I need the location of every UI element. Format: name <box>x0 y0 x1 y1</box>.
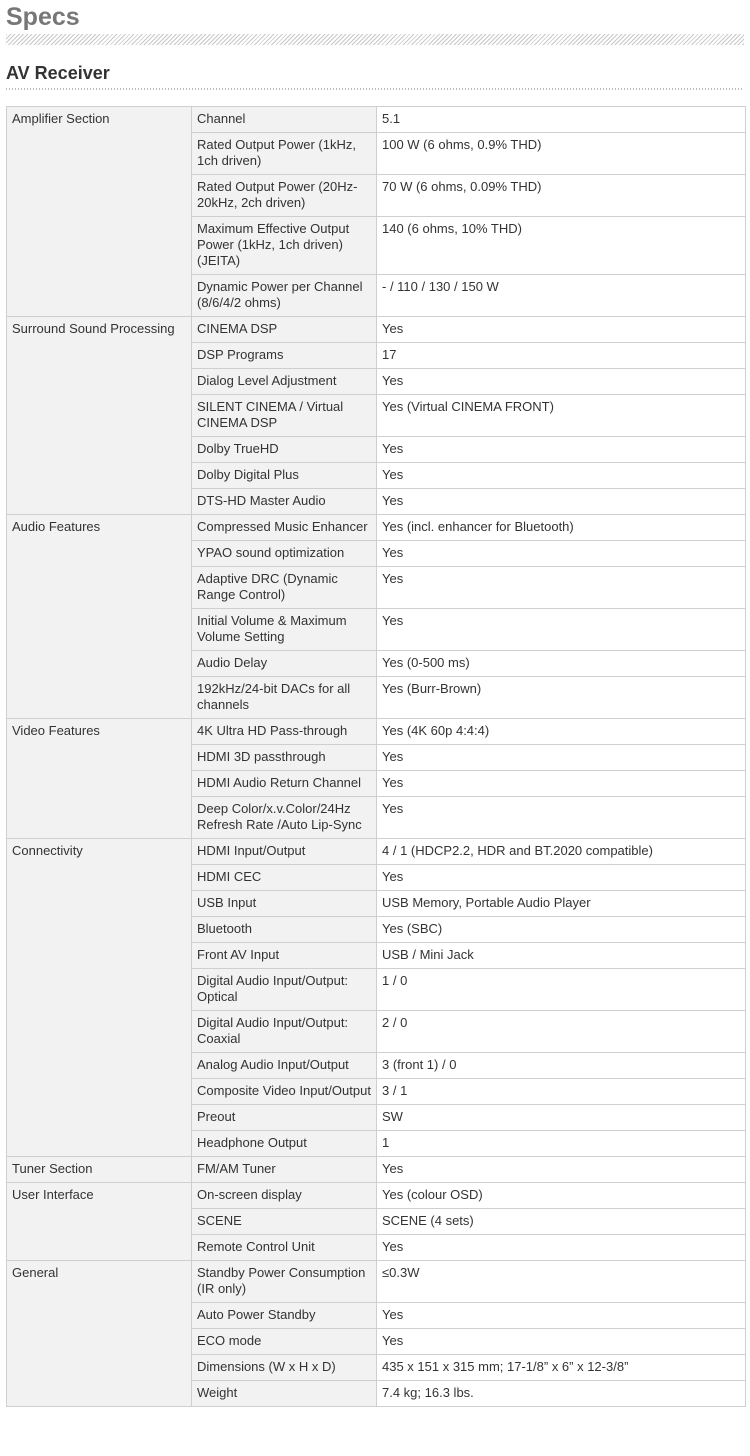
spec-value: Yes <box>377 437 746 463</box>
spec-label: Compressed Music Enhancer <box>192 515 377 541</box>
spec-label: Dolby Digital Plus <box>192 463 377 489</box>
spec-section-name: User Interface <box>7 1183 192 1261</box>
spec-label: FM/AM Tuner <box>192 1157 377 1183</box>
spec-label: HDMI CEC <box>192 865 377 891</box>
spec-label: Dolby TrueHD <box>192 437 377 463</box>
spec-value: Yes <box>377 541 746 567</box>
section-title: AV Receiver <box>6 63 110 83</box>
spec-label: Channel <box>192 107 377 133</box>
spec-row <box>7 317 746 343</box>
spec-label: Adaptive DRC (Dynamic Range Control) <box>192 567 377 609</box>
spec-value: 7.4 kg; 16.3 lbs. <box>377 1381 746 1407</box>
spec-label: HDMI 3D passthrough <box>192 745 377 771</box>
spec-label: Front AV Input <box>192 943 377 969</box>
spec-row <box>7 1261 746 1303</box>
spec-value: Yes (colour OSD) <box>377 1183 746 1209</box>
spec-value: - / 110 / 130 / 150 W <box>377 275 746 317</box>
spec-label: Deep Color/x.v.Color/24Hz Refresh Rate /Auto Lip-Sync <box>192 797 377 839</box>
spec-value: SCENE (4 sets) <box>377 1209 746 1235</box>
spec-value: Yes (incl. enhancer for Bluetooth) <box>377 515 746 541</box>
spec-value: Yes <box>377 463 746 489</box>
spec-value: 1 / 0 <box>377 969 746 1011</box>
spec-row <box>7 839 746 865</box>
spec-section-name: Connectivity <box>7 839 192 1157</box>
spec-value: USB Memory, Portable Audio Player <box>377 891 746 917</box>
spec-label: SILENT CINEMA / Virtual CINEMA DSP <box>192 395 377 437</box>
spec-value: Yes <box>377 745 746 771</box>
spec-value: Yes <box>377 567 746 609</box>
specs-table-body <box>7 107 746 1407</box>
spec-value: 3 / 1 <box>377 1079 746 1105</box>
spec-value: Yes <box>377 1235 746 1261</box>
spec-label: Initial Volume & Maximum Volume Setting <box>192 609 377 651</box>
page-title: Specs <box>6 3 80 31</box>
spec-label: Rated Output Power (20Hz-20kHz, 2ch driven) <box>192 175 377 217</box>
spec-value: 435 x 151 x 315 mm; 17-1/8” x 6” x 12-3/8” <box>377 1355 746 1381</box>
spec-row <box>7 719 746 745</box>
spec-value: 3 (front 1) / 0 <box>377 1053 746 1079</box>
spec-value: 4 / 1 (HDCP2.2, HDR and BT.2020 compatible) <box>377 839 746 865</box>
spec-label: DTS-HD Master Audio <box>192 489 377 515</box>
spec-label: Bluetooth <box>192 917 377 943</box>
spec-label: Dimensions (W x H x D) <box>192 1355 377 1381</box>
spec-value: 140 (6 ohms, 10% THD) <box>377 217 746 275</box>
spec-value: Yes <box>377 1329 746 1355</box>
spec-value: Yes <box>377 317 746 343</box>
spec-value: 100 W (6 ohms, 0.9% THD) <box>377 133 746 175</box>
spec-value: Yes <box>377 865 746 891</box>
spec-label: On-screen display <box>192 1183 377 1209</box>
spec-value: 5.1 <box>377 107 746 133</box>
title-divider <box>6 34 744 45</box>
spec-value: Yes (SBC) <box>377 917 746 943</box>
spec-label: Standby Power Consumption (IR only) <box>192 1261 377 1303</box>
spec-row <box>7 1157 746 1183</box>
spec-value: Yes (4K 60p 4:4:4) <box>377 719 746 745</box>
spec-section-name: General <box>7 1261 192 1407</box>
specs-table <box>6 106 746 1407</box>
spec-value: 70 W (6 ohms, 0.09% THD) <box>377 175 746 217</box>
spec-label: Composite Video Input/Output <box>192 1079 377 1105</box>
spec-label: Digital Audio Input/Output: Coaxial <box>192 1011 377 1053</box>
spec-label: 192kHz/24-bit DACs for all channels <box>192 677 377 719</box>
spec-label: Analog Audio Input/Output <box>192 1053 377 1079</box>
spec-section-name: Video Features <box>7 719 192 839</box>
spec-value: Yes <box>377 489 746 515</box>
spec-label: 4K Ultra HD Pass-through <box>192 719 377 745</box>
spec-section-name: Surround Sound Processing <box>7 317 192 515</box>
spec-value: USB / Mini Jack <box>377 943 746 969</box>
spec-value: Yes <box>377 609 746 651</box>
spec-label: Dialog Level Adjustment <box>192 369 377 395</box>
spec-label: DSP Programs <box>192 343 377 369</box>
spec-value: ≤0.3W <box>377 1261 746 1303</box>
spec-label: ECO mode <box>192 1329 377 1355</box>
spec-section-name: Amplifier Section <box>7 107 192 317</box>
spec-label: Dynamic Power per Channel (8/6/4/2 ohms) <box>192 275 377 317</box>
spec-value: 2 / 0 <box>377 1011 746 1053</box>
spec-section-name: Tuner Section <box>7 1157 192 1183</box>
spec-label: SCENE <box>192 1209 377 1235</box>
spec-label: CINEMA DSP <box>192 317 377 343</box>
spec-row <box>7 515 746 541</box>
subtitle-divider <box>6 88 744 90</box>
spec-label: Weight <box>192 1381 377 1407</box>
spec-value: Yes <box>377 1303 746 1329</box>
spec-label: Remote Control Unit <box>192 1235 377 1261</box>
spec-value: Yes <box>377 1157 746 1183</box>
spec-value: Yes <box>377 771 746 797</box>
spec-label: YPAO sound optimization <box>192 541 377 567</box>
spec-label: Headphone Output <box>192 1131 377 1157</box>
spec-value: Yes <box>377 797 746 839</box>
spec-label: USB Input <box>192 891 377 917</box>
spec-value: SW <box>377 1105 746 1131</box>
spec-value: 1 <box>377 1131 746 1157</box>
spec-value: Yes (Virtual CINEMA FRONT) <box>377 395 746 437</box>
spec-value: 17 <box>377 343 746 369</box>
spec-value: Yes (0-500 ms) <box>377 651 746 677</box>
spec-label: Auto Power Standby <box>192 1303 377 1329</box>
spec-label: HDMI Audio Return Channel <box>192 771 377 797</box>
spec-section-name: Audio Features <box>7 515 192 719</box>
spec-value: Yes <box>377 369 746 395</box>
spec-label: Rated Output Power (1kHz, 1ch driven) <box>192 133 377 175</box>
spec-label: Preout <box>192 1105 377 1131</box>
spec-label: Audio Delay <box>192 651 377 677</box>
spec-row <box>7 107 746 133</box>
spec-value: Yes (Burr-Brown) <box>377 677 746 719</box>
spec-row <box>7 1183 746 1209</box>
spec-label: Digital Audio Input/Output: Optical <box>192 969 377 1011</box>
spec-label: Maximum Effective Output Power (1kHz, 1ch driven) (JEITA) <box>192 217 377 275</box>
spec-label: HDMI Input/Output <box>192 839 377 865</box>
